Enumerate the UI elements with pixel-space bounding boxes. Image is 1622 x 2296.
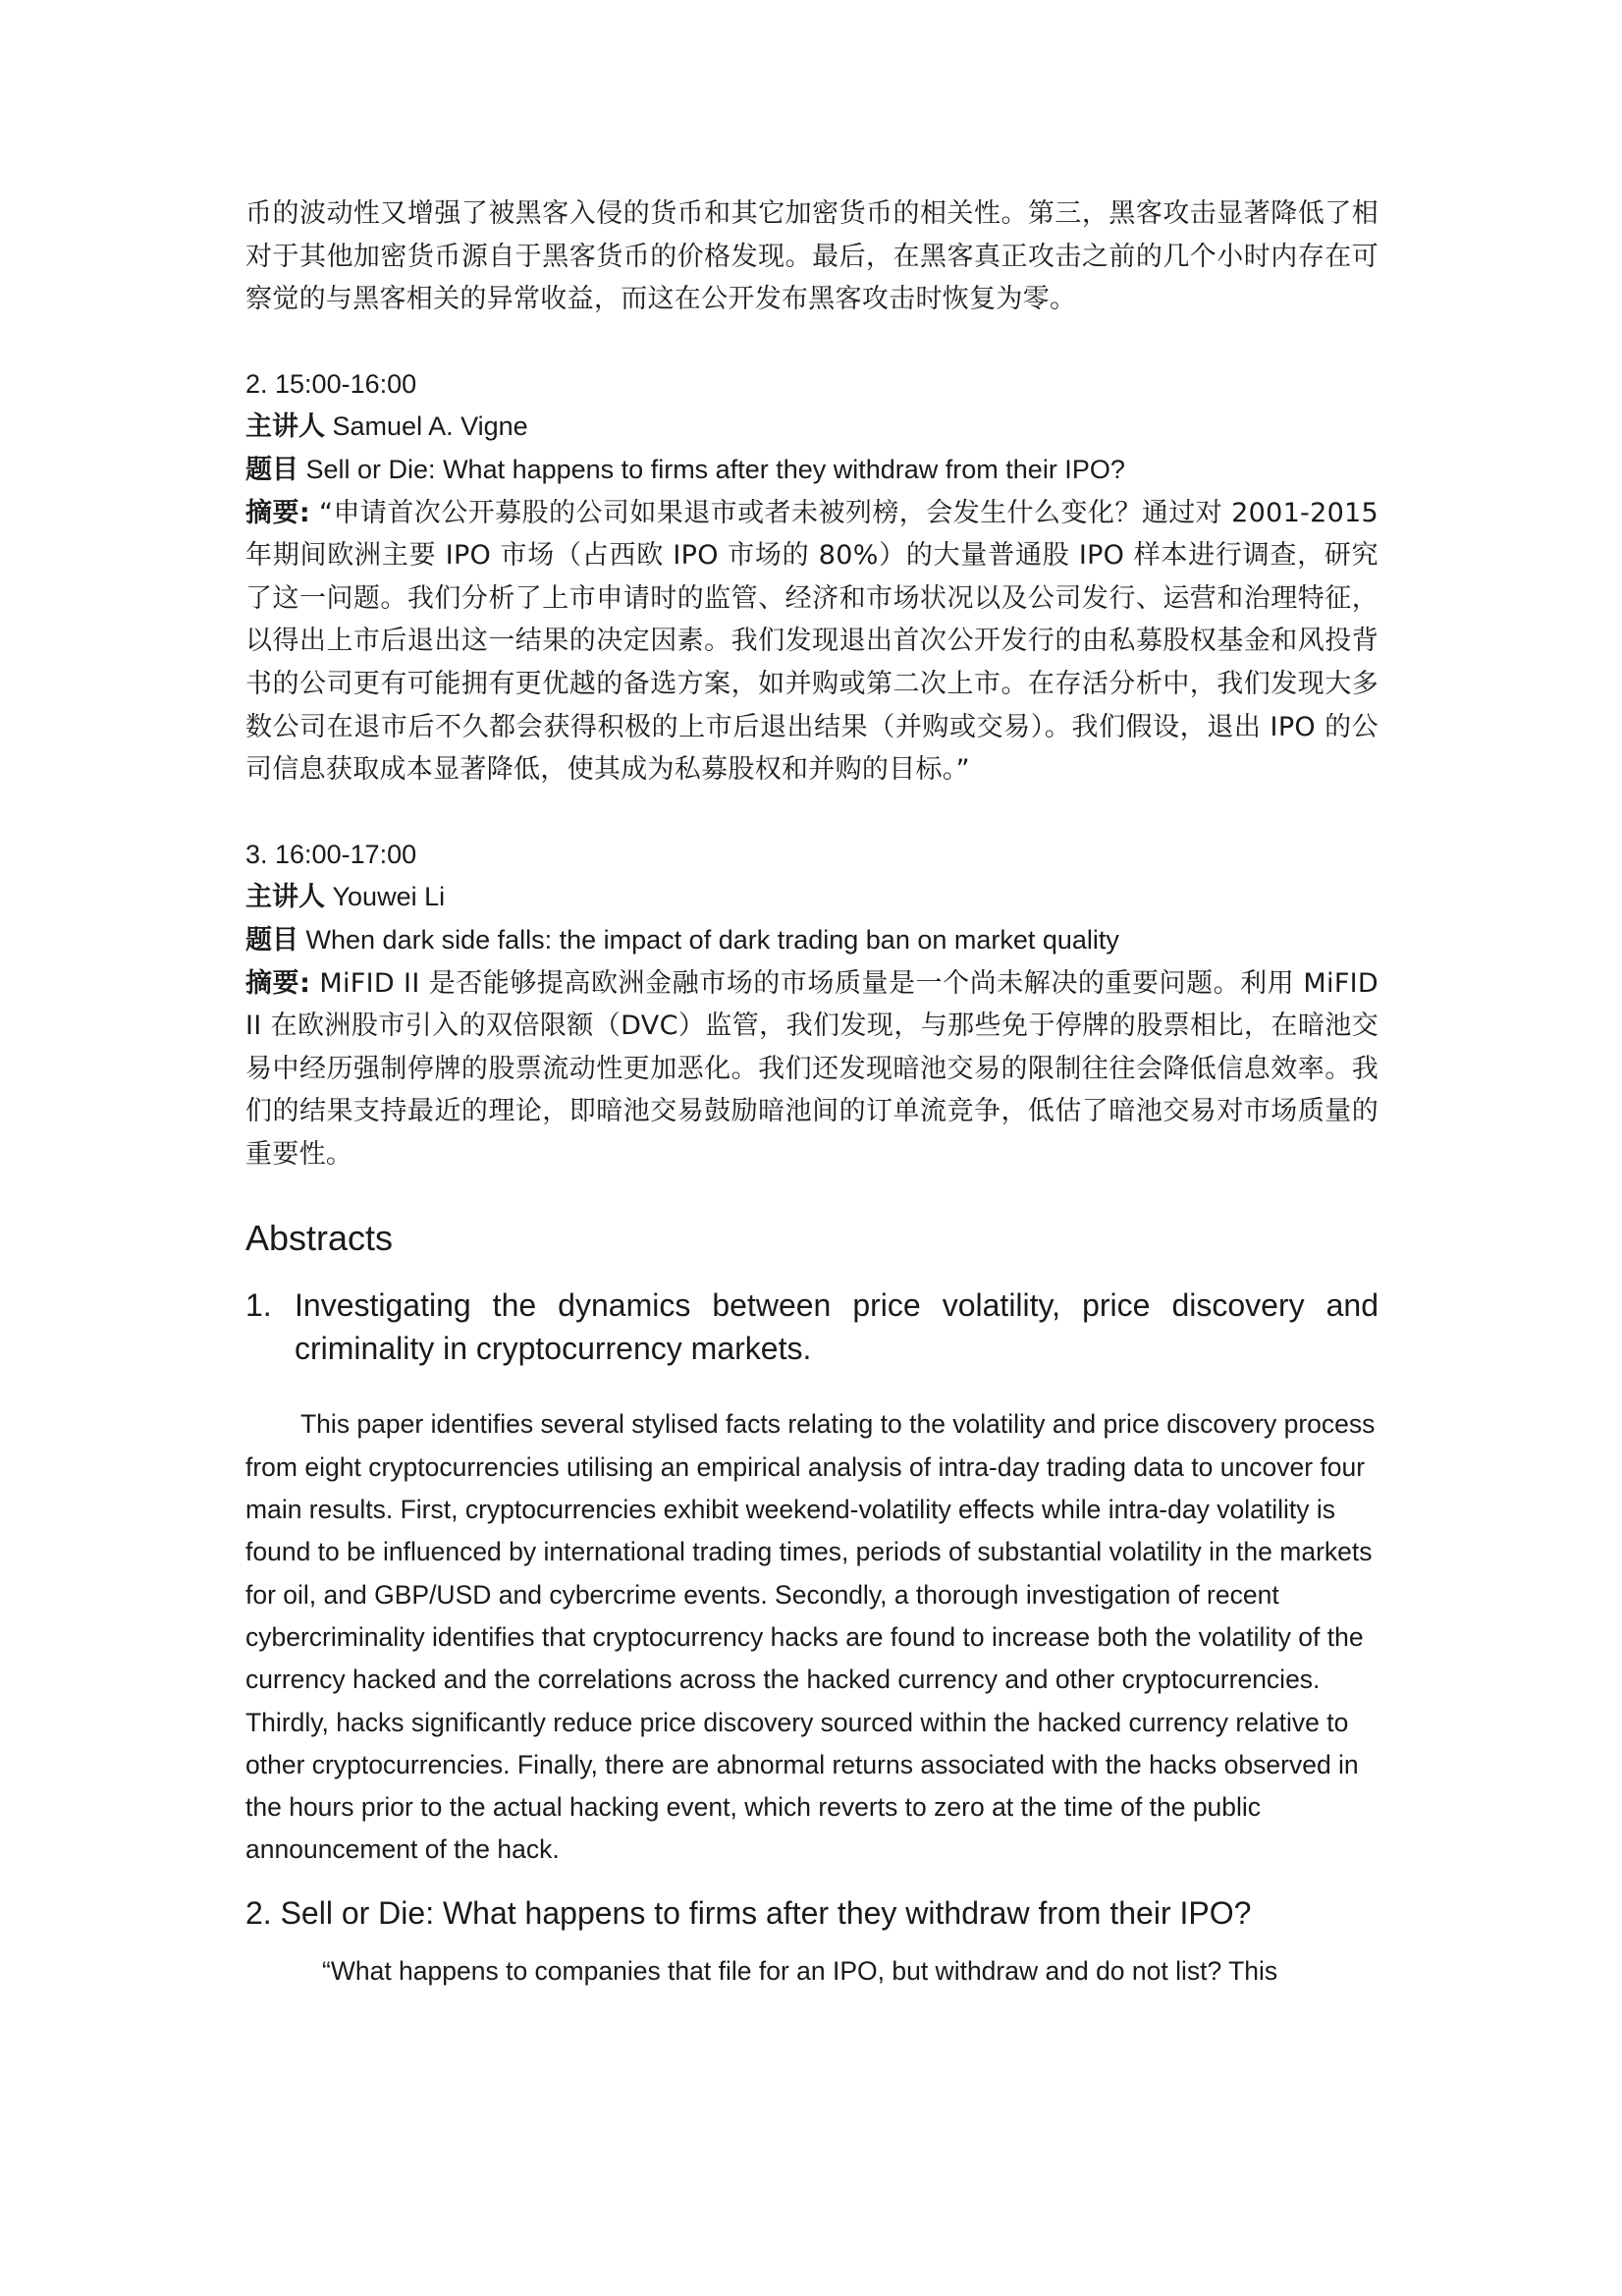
abstract-label: 摘要: [245, 967, 311, 999]
abstract-1-number: 1. [245, 1287, 272, 1324]
abstract-2-title: 2. Sell or Die: What happens to firms after they withdraw from their IPO? [245, 1894, 1252, 1931]
spacer [245, 321, 1379, 363]
abstract-1-body: This paper identifies several stylised facts relating to the volatility and price discovery process from eight cryptocurrencies utilising an empirical analysis of intra-day trading data to uncover four main results. First, cryptocurrencies exhibit weekend-volatility effects while intra-day volatility is found to be influenced by international trading times, periods of substantial volatility in the markets for oil, and GBP/USD and cybercrime events. Secondly, a thorough investigation of recent cybercriminality identifies that cryptocurrency hacks are found to increase both the volatility of the currency hacked and the correlations across the hacked currency and other cryptocurrencies. Thirdly, hacks significantly reduce price discovery sourced within the hacked currency relative to other cryptocurrencies. Finally, there are abnormal returns associated with the hacks observed in the hours prior to the actual hacking event, which reverts to zero at the time of the public announcement of the hack. [245, 1409, 1376, 1865]
session-abstract [245, 962, 1379, 1176]
abstracts-heading: Abstracts [245, 1218, 394, 1259]
speaker-label: 主讲人 [245, 882, 325, 912]
abstract-1-heading [245, 1284, 1379, 1370]
session-time: 2. 15:00-16:00 [245, 368, 417, 399]
session-2 [245, 363, 1379, 792]
speaker-name: Youwei Li [332, 882, 446, 912]
title-label: 题目 [245, 454, 298, 484]
title-text: Sell or Die: What happens to firms after they withdraw from their IPO? [305, 454, 1125, 484]
speaker-label: 主讲人 [245, 411, 325, 442]
session-abstract [245, 492, 1379, 792]
abstract-text: “申请首次公开募股的公司如果退市或者未被列榜，会发生什么变化？通过对 2001-2015 年期间欧洲主要 IPO 市场（占西欧 IPO 市场的 80%）的大量普通股 IPO 样本进行调查，研究了这一问题。我们分析了上市申请时的监管、经济和市场状况以及公司发行、运营和治理特征，以得出上市后退出这一结果的决定因素。我们发现退出首次公开发行的由私募股权基金和风投背书的公司更有可能拥有更优越的备选方案，如并购或第二次上市。在存活分析中，我们发现大多数公司在退市后不久都会获得积极的上市后退出结果（并购或交易）。我们假设，退出 IPO 的公司信息获取成本显著降低，使其成为私募股权和并购的目标。” [245, 497, 1379, 786]
abstract-1-title: Investigating the dynamics between price volatility, price discovery and criminality in cryptocurrency markets. [295, 1287, 1379, 1367]
session-title [245, 449, 1379, 492]
title-text: When dark side falls: the impact of dark trading ban on market quality [305, 924, 1119, 955]
title-label: 题目 [245, 924, 298, 955]
abstract-label: 摘要: [245, 497, 310, 528]
session-time: 3. 16:00-17:00 [245, 839, 417, 869]
abstract-2-body: “What happens to companies that file for an IPO, but withdraw and do not list? This [322, 1955, 1278, 1986]
session-speaker [245, 876, 1379, 919]
session-3 [245, 834, 1379, 1176]
continuation-paragraph: 币的波动性又增强了被黑客入侵的货币和其它加密货币的相关性。第三，黑客攻击显著降低了相对于其他加密货币源自于黑客货币的价格发现。最后，在黑客真正攻击之前的几个小时内存在可察觉的与黑客相关的异常收益，而这在公开发布黑客攻击时恢复为零。 [245, 198, 1379, 315]
abstract-text: MiFID II 是否能够提高欧洲金融市场的市场质量是一个尚未解决的重要问题。利用 MiFID II 在欧洲股市引入的双倍限额（DVC）监管，我们发现，与那些免于停牌的股票相比，在暗池交易中经历强制停牌的股票流动性更加恶化。我们还发现暗池交易的限制往往会降低信息效率。我们的结果支持最近的理论，即暗池交易鼓励暗池间的订单流竞争，低估了暗池交易对市场质量的重要性。 [245, 967, 1379, 1170]
session-speaker [245, 406, 1379, 449]
speaker-name: Samuel A. Vigne [332, 411, 528, 442]
spacer [245, 792, 1379, 834]
document-page [245, 192, 1379, 1993]
session-title [245, 919, 1379, 962]
